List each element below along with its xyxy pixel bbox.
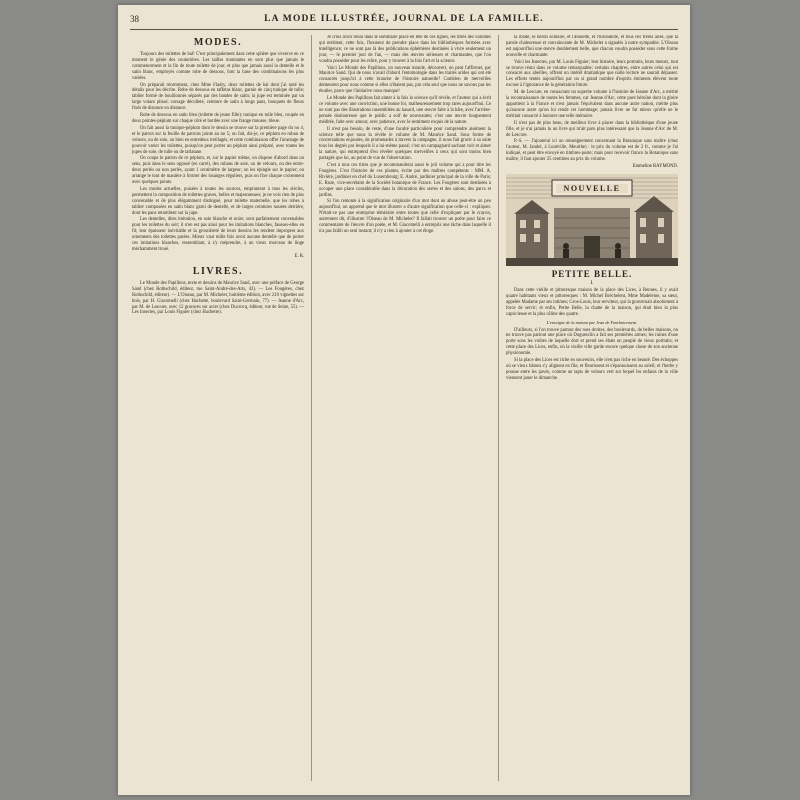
paragraph: Je crois avoir réuni dans le sommaire placé en tête de ces lignes, les titres des volumes qui méritent, cette fois, l'honneur de prendre place dans les bibliothèques formées avec intelligence; ce ne sont pas là des publications éphémères destinées à vivre seulement un jour, — le premier jour de l'an, — mais des œuvres sérieuses et charmantes, que l'on voudra posséder pour les relire, pour y trouver à la fois l'art et la science. [319,35,491,64]
paragraph: Voici les Insectes, par M. Louis Figuier; leur histoire, leurs portraits, leurs mœurs, tout se trouve réuni dans ce volume remarquable; certains chapitres, entre autres celui qui est consacré aux abeilles, offrent un intérêt dramatique que nulle lecture ne saurait dépasser. Les efforts tentés aujourd'hui par un si grand nombre d'esprits éminents élèvent toute excuse à l'ignorance de la génération future. [506,59,678,89]
column-livres [319,35,491,785]
column-rule [498,35,499,781]
masthead [130,13,678,30]
story-title: PETITE BELLE. [551,269,633,280]
paragraph: Le Monde des Papillons fait aimer à la fois la science qu'il révèle, et l'auteur qui a écrit ce volume avec une conviction, une bonne foi, malheureusement trop rares aujourd'hui. Ce ne sont pas des illustrations rassemblées au hasard, une œuvre faite à la hâte, avec l'arrière-pensée douloureuse que le public a soif de nouveautés; c'est une œuvre longuement méditée, faite avec amour, avec patience, avec le sentiment exquis de la nature. [319,96,491,125]
paragraph: D'ailleurs, si l'on trouve partout des rues droites, des boulevards, de belles maisons, on ne trouve pas partout une place où Duguesclin a fait ses premières armes; les ruines d'une porte sous les voûtes de laquelle dort et prend ses ébats un peuple de vieux portraits; et cette place des Lices, enfin, où la vieille ville garde encore quelque chose de son ancienne physionomie. [506,327,678,357]
paragraph: M. de Lescure, en consacrant un superbe volume à l'histoire de Jeanne d'Arc, a mérité la reconnaissance de toutes les femmes, car Jeanne d'Arc, cette pure héroïne dont la gloire appartient à la France et n'est jamais l'équivalent dans aucune autre nation, mérite plus qu'aucune autre qu'on lui rende cet hommage; jamais livre ne fut mieux qu'elle ne le méritait consacré à honorer une telle mémoire. [506,90,678,119]
journal-page [118,5,690,795]
paragraph: On fait aussi la tunique-péplum dont le dessin se trouve sur la première page du no 4, et le patron sur la feuille de patrons jointe au no 5; on fait, dis-je, ce péplum en ruban de velours, ou de soie, ou bien en entredeux treillagés, et cette combinaison offre l'avantage de pouvoir varier les toilettes, puisqu'on peut porter un péplum ainsi préparé, avec toutes les jupes de soie, de tulle ou de tarlatane. [132,125,304,155]
paragraph: Dans cette vieille et pittoresque maison de la place des Lices, à Rennes, il y avait quatre habitants vieux et pittoresques : M. Michel Bréchelent, Mme Madeleine, sa sœur, appelée Madame par ses intimes; Gros-Louis, leur serviteur, qui la gouvernait absolument à force de servir; et enfin, Petite Belle, la chatte de la maison, qui était bien la plus capricieuse et la plus câline des quatre. [506,288,678,317]
paragraph: P.-S. — J'ajouterai ici un renseignement concernant la Botanique sans maître (chez l'auteur, M. Jandel, à Lunéville, Meurthe) : le prix du volume est de 2 fr., comme je l'ai indiqué, et peut être envoyé en timbres-poste; mais pour recevoir franco la Botanique sans maître, il faut ajouter 25 centimes au prix du volume. [506,139,678,163]
signature: Emmeline RAYMOND. [632,164,678,170]
column-rule [311,35,312,781]
column-nouvelle [506,35,678,785]
nouvelle-banner-text: NOUVELLE [556,184,628,193]
signature: E. R. [294,253,304,259]
section-title-livres: LIVRES. [192,265,244,277]
nouvelle-engraving [506,174,678,266]
column-modes [132,35,304,785]
paragraph: Les modes actuelles, puisées à toutes les sources, empruntent à tous les siècles, permettent la composition de toilettes graves, belles et majestueuses; je ne vois rien de plus convenable et de plus élégamment distingué, pour toilette maternelle, que les robes à tablier composées en satin blanc garni de dentelle, et de larges ceintures nouées derrière, dont les pans retombent sur la jupe. [132,186,304,216]
paragraph: C'est à tous ces titres que je recommanderai aussi le joli volume qui a pour titre les Fougères. C'est l'histoire de ces plantes, écrite par des maîtres compétents : MM. A. Rivière, jardinier en chef du Luxembourg; E. André, jardinier principal de la ville de Paris; E. Roze, vice-secrétaire de la Société botanique de France. Les Fougères sont destinées à occuper une place considérable dans la décoration des serres et des salons, des parcs et jardins. [319,163,491,198]
paragraph: Il n'est pas besoin, de reste, d'une faculté particulière pour comprendre aisément la science telle que nous la révèle le volume de M. Maurice Sand. Sous forme de conversations enjouées, de promenades à travers la campagne, il nous fait gravir à sa suite tous les degrés par lesquels il a lui-même passé; c'est un campagnard sachant voir et aimer la nature, qui entreprend d'en révéler quelques merveilles à ceux qui sont moins bien partagés que lui, au point de vue de l'observation. [319,126,491,162]
page-number: 38 [130,14,139,24]
caption: L'enseigne de la maison par Jean de Fontlancement. [546,319,638,325]
paragraph: Toujours des toilettes de bal! C'est principalement dans cette sphère que s'exerce en ce moment le génie des couturières. Les tailles montantes en sont plus que jamais le commencement et la fin de toute toilette de jour, et plus que jamais aussi la dentelle et le satin blanc, employés comme robe de dessous, font la base des combinaisons les plus variées. [132,52,304,81]
running-title: LA MODE ILLUSTRÉE, JOURNAL DE LA FAMILLE. [264,14,544,24]
paragraph: Robe de dessous en satin bleu (toilette de jeune fille); tunique en tulle bleu, coupée en deux pointes-péplum sur chaque côté et bordée avec une frange mousse, bleue. [132,113,304,124]
paragraph: Le Monde des Papillons, texte et dessins de Maurice Sand, avec une préface de George Sand (chez Rothschild, éditeur, rue Saint-André-des-Arts, 43). — Les Fougères, chez Rothschild, éditeur). — L'Oiseau, par M. Michelet, huitième édition, avec 210 vignettes sur bois, par H. Giacomelli (chez Hachette, boulevard Saint-Germain, 77). — Jeanne d'Arc, par M. de Lescure, avec 12 gravures sur acier (chez Ducrocq, éditeur, rue de Seine, 55). — Les Insectes, par Louis Figuier (chez Hachette). [132,280,304,316]
paragraph: On coupe le patron de ce péplum, et, sur le papier même, on dispose d'abord dans un sens, puis dans le sens opposé (en carré), des rubans de soie, ou de velours, ou des entre-deux perlés ou non perlés, ayant 1 centimètre de largeur; on les épingle sur le papier; on arrange le tout de manière à former des losanges réguliers, puis on fixe chaque croisement avec quelques points. [132,156,304,186]
paragraph: Voici Le Monde des Papillons, un nouveau monde, découvert, on peut l'affirmer, par Maurice Sand. Qui de nous n'avait d'abord l'entomologie dans les traités arides qui ont été consacrés jusqu'ici à cette branche de l'histoire naturelle? Combien de merveilles demeurent pour nous comme si elles n'étaient pas, par cela seul que nous ne savons pas les étudier, parce que l'initiative nous manque! [319,65,491,95]
section-title-modes: MODES. [193,37,243,48]
paragraph: Les dentelles, dites imitation, en soie blanche et noire, sont parfaitement convenables pour les toilettes du soir; il n'en est pas ainsi pour les imitations blanches, fausses-elles en fil; leur épaisseur inévitable et la grossièreté de leurs dessins les rendent impropres aux ornements des toilettes parées. Mieux vaut mille fois avoir aucune dentelle que de porter ces imitations blanches, ressemblant, à s'y méprendre, à un vieux morceau de linge méchamment troué. [132,217,304,252]
paragraph: Il n'est pas de plus beau, de meilleur livre à placer dans la bibliothèque d'une jeune fille, et je n'ai jamais lu un livre qui m'ait paru plus intéressant que la Jeanne d'Arc de M. de Lescure. [506,120,678,138]
paragraph: Si l'on remonte à la signification originaire d'un mot dont on abuse peut-être un peu aujourd'hui, on apprend que le mot illustrer a d'autre signification que celle-ci : expliquer. N'était-ce pas une entreprise téméraire entre toutes que celle d'expliquer par le crayon, autrement dit, d'illustrer l'Oiseau de M. Michelet? Il fallait trouver un poète pour faire ce commentaire de l'œuvre d'un poète, et M. Giacomelli a entrepris une tâche dans laquelle il n'a pas faibli un seul instant; il n'y a rien à ajouter à cet éloge. [319,199,491,234]
chapter-number: I. [590,280,594,287]
paragraph: Si la place des Lices est riche en souvenirs, elle n'est pas riche en beauté. Des échoppes où se vieux bâtons s'y alignent en file, et fleurissent et s'épanouissent au soleil; et l'herbe y pousse entre les pavés, comme un tapis de velours vert sur lequel les enfants de la ville viennent jouer le dimanche. [506,358,678,381]
paragraph: On préparait récemment, chez Mme Fladry, deux toilettes de bal dont j'ai noté les détails pour les décrire. Robe de dessous en taffetas blanc, garnie de cinq tunique de tulle; tablier formé de bouillonnés séparés par des bandes de satin; la jupe est terminée par un large volant plissé; corsage décolleté, ceinture de satin à longs pans, bouquets de fleurs fixés de distance en distance. [132,82,304,112]
paragraph: la mode, le héron solitaire, et l'alouette, et l'hirondelle, et tous ces frères ailés, que la parole chaleureuse et convaincante de M. Michelet a signalés à notre sympathie. L'Oiseau est aujourd'hui une œuvre doublement belle, que chacun voudra posséder sous cette forme nouvelle et charmante. [506,35,678,58]
